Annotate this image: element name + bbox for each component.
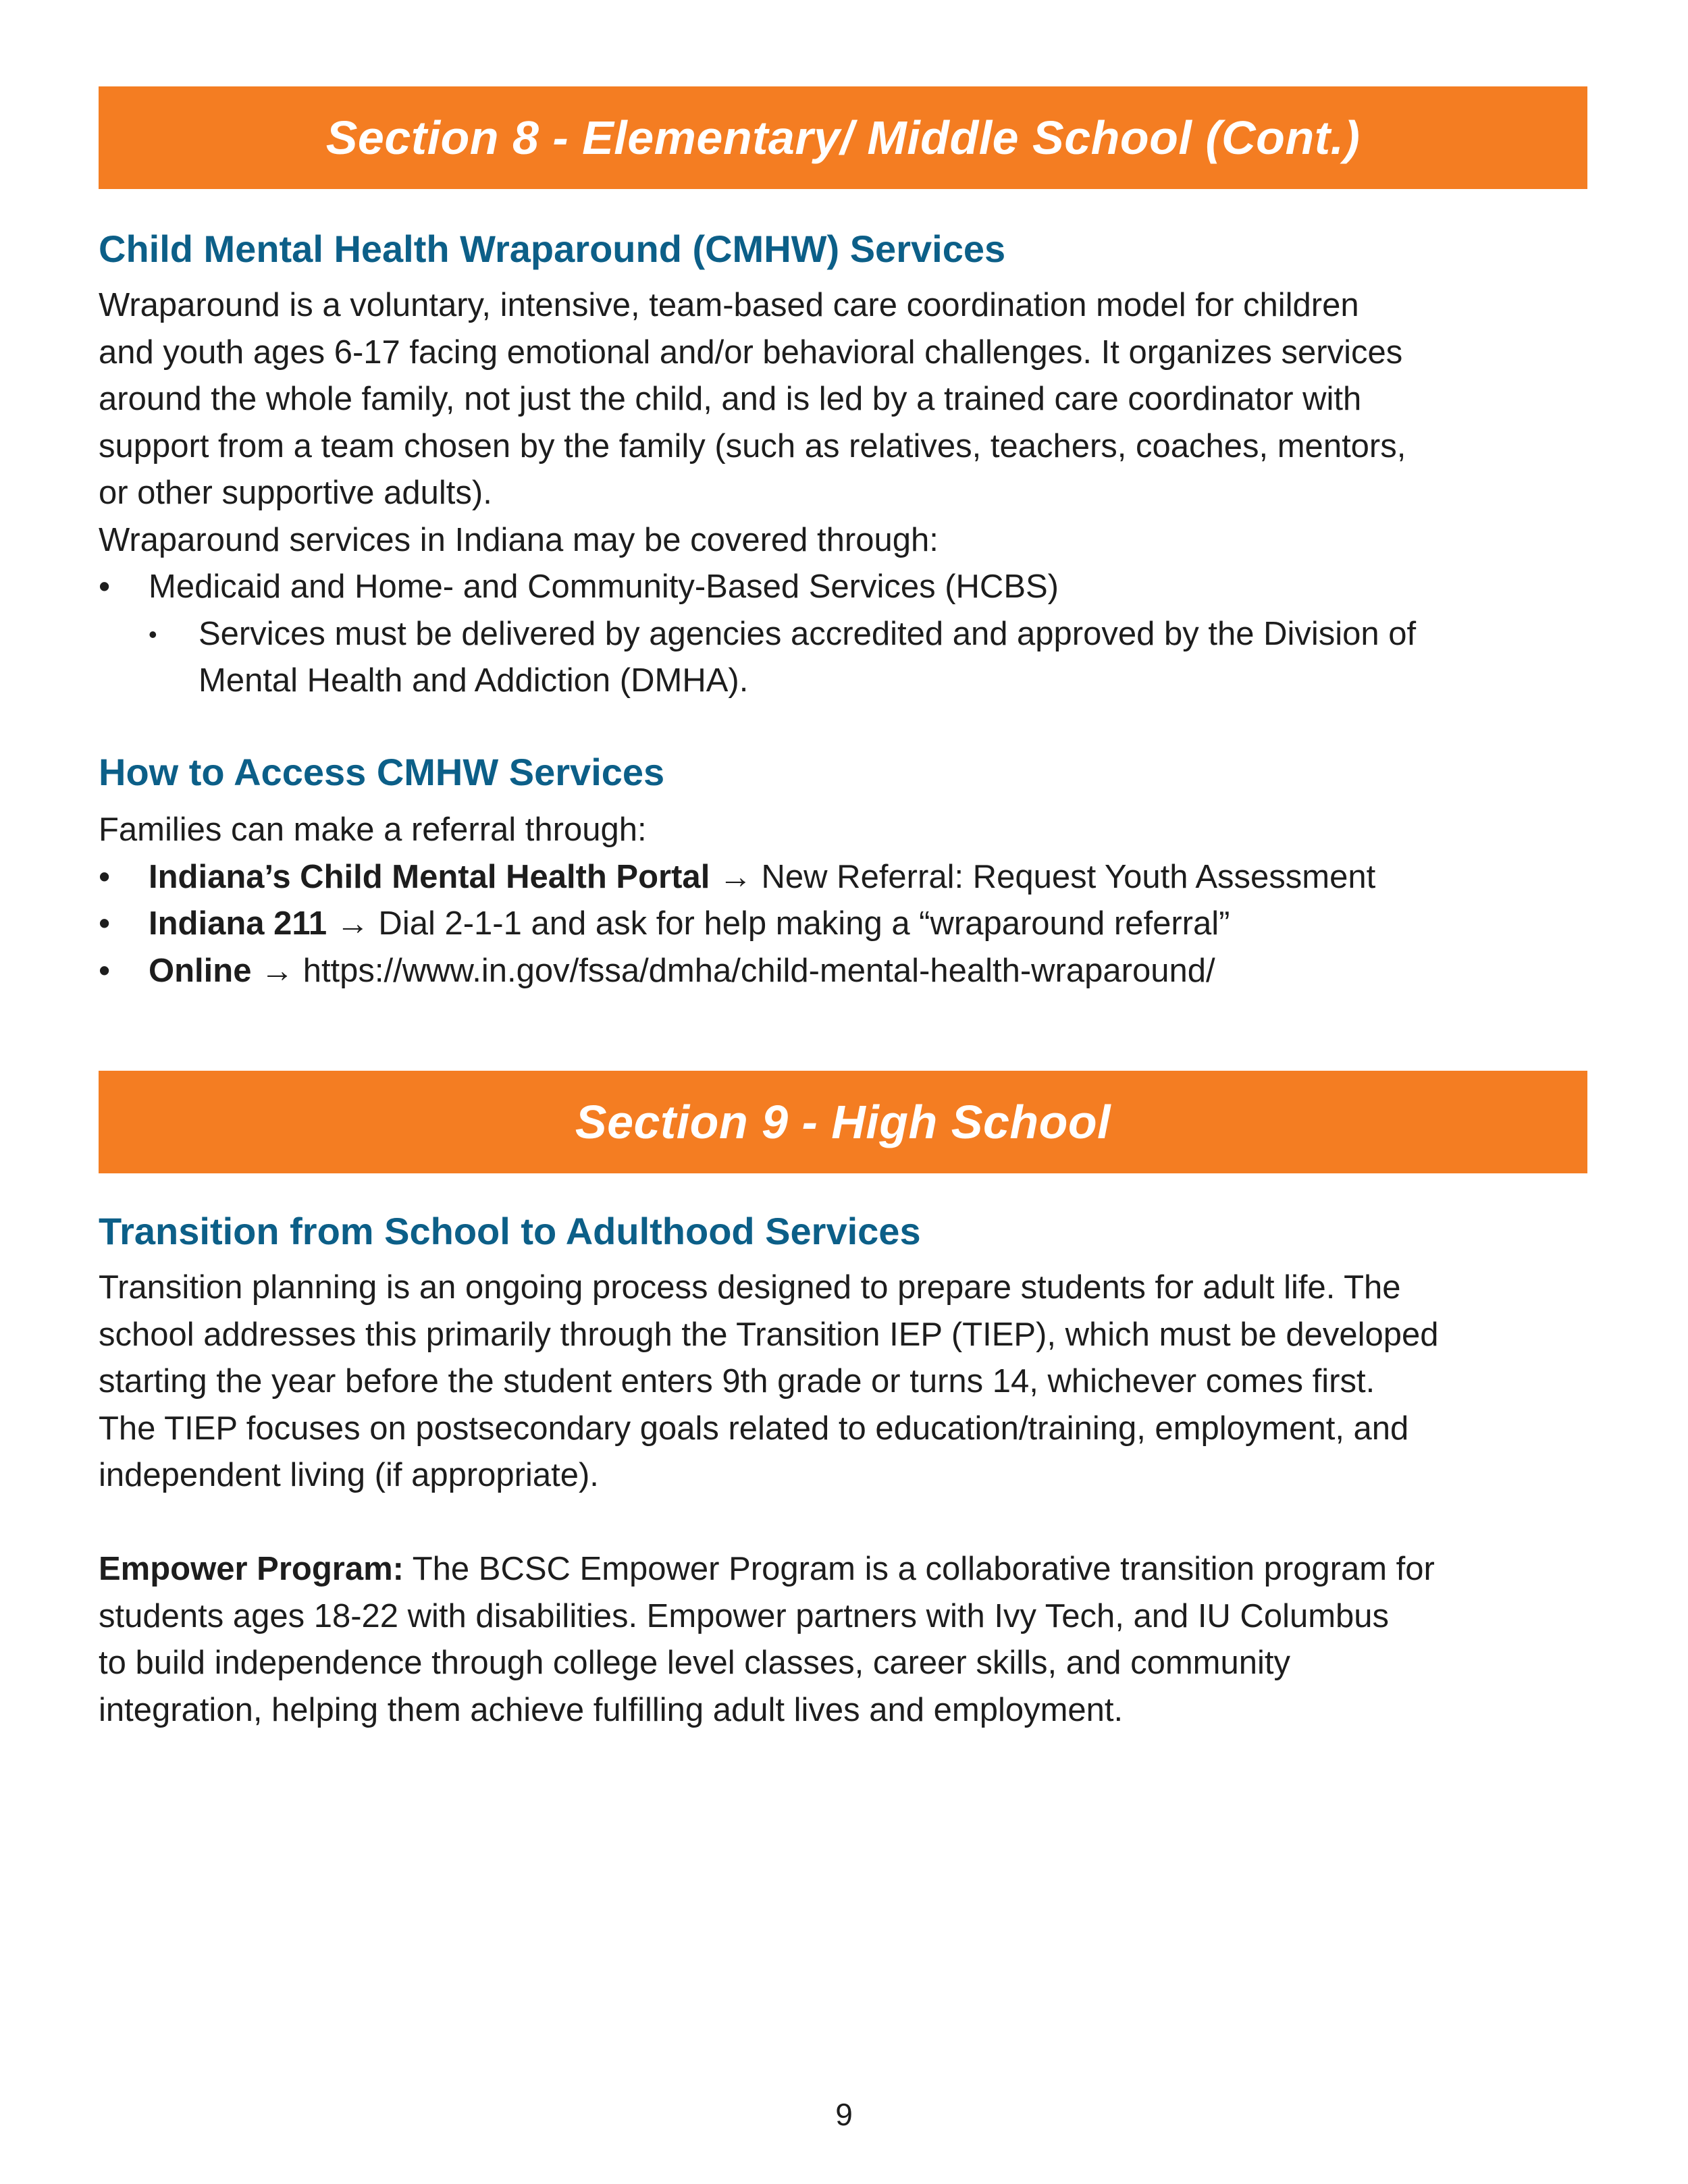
list-item-text: Medicaid and Home- and Community-Based Services (HCBS) — [149, 568, 1059, 605]
bullet-icon: • — [149, 620, 157, 648]
bullet-icon: • — [99, 905, 111, 942]
list-item-link[interactable]: → https://www.in.gov/fssa/dmha/child-mental-health-wraparound/ — [251, 952, 1215, 989]
section-8-banner — [99, 86, 1587, 189]
list-item-text: → Dial 2-1-1 and ask for help making a “wraparound referral” — [327, 905, 1230, 942]
paragraph-line: The BCSC Empower Program is a collaborative transition program for — [403, 1551, 1435, 1587]
paragraph-line: and youth ages 6-17 facing emotional and/or behavioral challenges. It organizes services — [99, 334, 1403, 371]
bullet-icon: • — [99, 568, 111, 605]
paragraph-line: support from a team chosen by the family (such as relatives, teachers, coaches, mentors, — [99, 427, 1406, 464]
list-item-text: Mental Health and Addiction (DMHA). — [199, 662, 749, 699]
access-heading: How to Access CMHW Services — [99, 751, 665, 793]
list-item-label: Online — [149, 952, 252, 989]
cmhw-heading: Child Mental Health Wraparound (CMHW) Services — [99, 228, 1006, 270]
list-item — [99, 854, 1604, 901]
paragraph-line: Wraparound is a voluntary, intensive, team-based care coordination model for children — [99, 287, 1359, 323]
list-item — [99, 901, 1604, 948]
bullet-icon: • — [99, 952, 111, 989]
page-number: 9 — [835, 2097, 853, 2132]
paragraph-line: school addresses this primarily through the Transition IEP (TIEP), which must be developed — [99, 1316, 1439, 1353]
list-item — [99, 948, 1604, 995]
paragraph-line: students ages 18-22 with disabilities. Empower partners with Ivy Tech, and IU Columbus — [99, 1597, 1390, 1634]
cmhw-body — [99, 282, 1604, 705]
sub-list-item — [99, 611, 1604, 705]
paragraph-line: or other supportive adults). — [99, 475, 492, 511]
coverage-intro: Wraparound services in Indiana may be covered through: — [99, 521, 939, 558]
list-item-label: Indiana’s Child Mental Health Portal — [149, 858, 710, 895]
empower-body — [99, 1546, 1604, 1734]
section-9-banner — [99, 1071, 1587, 1173]
paragraph-line: to build independence through college level classes, career skills, and community — [99, 1645, 1290, 1681]
list-item-text: → New Referral: Request Youth Assessment — [710, 858, 1376, 895]
section-8-title: Section 8 - Elementary/ Middle School (Cont.) — [325, 111, 1361, 164]
list-item-label: Indiana 211 — [149, 905, 327, 942]
list-item — [99, 564, 1604, 611]
paragraph-line: integration, helping them achieve fulfilling adult lives and employment. — [99, 1691, 1124, 1728]
access-body — [99, 807, 1604, 994]
bullet-icon: • — [99, 858, 111, 895]
section-9-title: Section 9 - High School — [575, 1096, 1111, 1148]
paragraph-line: The TIEP focuses on postsecondary goals related to education/training, employment, and — [99, 1410, 1409, 1447]
empower-label: Empower Program: — [99, 1551, 404, 1587]
transition-heading: Transition from School to Adulthood Services — [99, 1210, 921, 1252]
transition-body — [99, 1264, 1604, 1499]
paragraph-line: independent living (if appropriate). — [99, 1457, 599, 1493]
paragraph-line: Transition planning is an ongoing process designed to prepare students for adult life. The — [99, 1269, 1401, 1306]
access-intro: Families can make a referral through: — [99, 811, 647, 848]
paragraph-line: around the whole family, not just the child, and is led by a trained care coordinator with — [99, 381, 1362, 417]
paragraph-line: starting the year before the student enters 9th grade or turns 14, whichever comes first. — [99, 1363, 1375, 1400]
list-item-text: Services must be delivered by agencies accredited and approved by the Division of — [199, 615, 1417, 652]
